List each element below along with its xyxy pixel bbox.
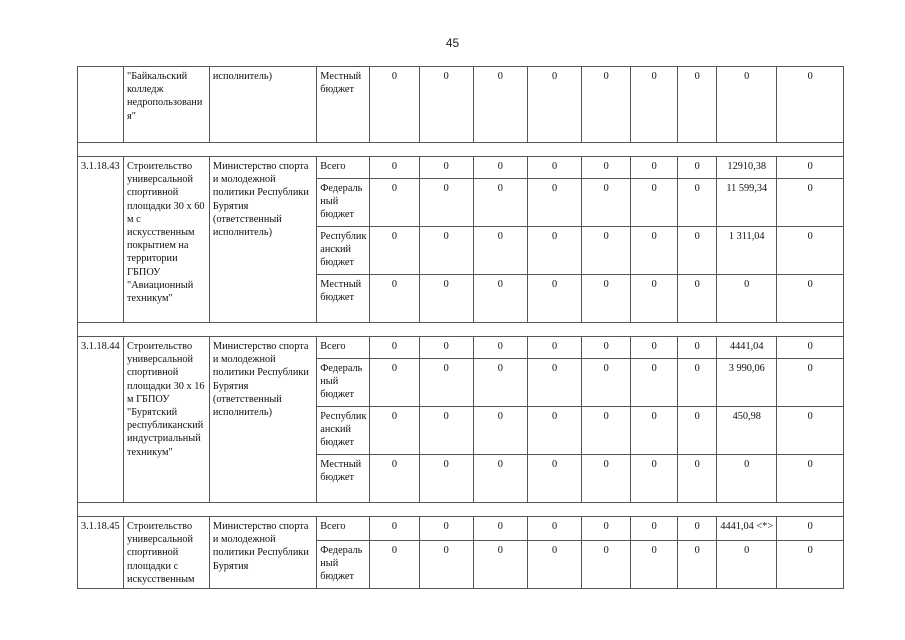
value-cell: 0	[631, 337, 678, 359]
value-cell: 0	[527, 179, 581, 227]
value-cell: 0	[631, 359, 678, 407]
value-cell: 0	[527, 517, 581, 541]
value-cell: 0	[419, 517, 473, 541]
measure-name: Строительство универсальной спортивной площадки 30 х 60 м с искусственным покрытием на территории ГБПОУ "Авиационный техникум"	[124, 157, 210, 323]
value-cell: 4441,04	[717, 337, 777, 359]
value-cell: 0	[678, 157, 717, 179]
row-separator	[78, 143, 844, 157]
row-separator	[78, 323, 844, 337]
value-cell: 0	[527, 541, 581, 589]
budget-source: Местный бюджет	[317, 455, 370, 503]
budget-source: Местный бюджет	[317, 275, 370, 323]
value-cell: 0	[777, 407, 844, 455]
value-cell: 0	[370, 359, 419, 407]
value-cell: 0	[582, 337, 631, 359]
value-cell: 0	[678, 455, 717, 503]
budget-source: Всего	[317, 337, 370, 359]
value-cell: 0	[678, 359, 717, 407]
value-cell: 0	[527, 157, 581, 179]
measure-code: 3.1.18.43	[78, 157, 124, 323]
value-cell: 0	[777, 67, 844, 143]
value-cell: 0	[527, 275, 581, 323]
value-cell: 0	[370, 455, 419, 503]
table-row	[78, 517, 844, 541]
measure-code: 3.1.18.44	[78, 337, 124, 503]
value-cell: 0	[631, 179, 678, 227]
value-cell: 0	[370, 541, 419, 589]
value-cell: 0	[370, 227, 419, 275]
value-cell: 0	[473, 517, 527, 541]
value-cell: 0	[582, 541, 631, 589]
table-row	[78, 67, 844, 143]
value-cell: 0	[419, 275, 473, 323]
value-cell: 0	[473, 337, 527, 359]
value-cell: 0	[777, 337, 844, 359]
value-cell: 0	[527, 337, 581, 359]
value-cell: 0	[419, 179, 473, 227]
value-cell: 0	[582, 67, 631, 143]
budget-source: Федеральный бюджет	[317, 541, 370, 589]
measure-executor: исполнитель)	[209, 67, 316, 143]
value-cell: 0	[582, 275, 631, 323]
value-cell: 0	[582, 517, 631, 541]
table-row	[78, 157, 844, 179]
value-cell: 0	[370, 179, 419, 227]
value-cell: 0	[527, 407, 581, 455]
value-cell: 0	[582, 157, 631, 179]
value-cell: 0	[473, 407, 527, 455]
value-cell: 0	[631, 157, 678, 179]
value-cell: 0	[419, 455, 473, 503]
value-cell: 0	[582, 407, 631, 455]
value-cell: 0	[582, 227, 631, 275]
value-cell: 0	[777, 359, 844, 407]
value-cell: 0	[527, 455, 581, 503]
value-cell: 0	[631, 67, 678, 143]
value-cell: 0	[527, 67, 581, 143]
value-cell: 0	[419, 67, 473, 143]
value-cell: 0	[473, 227, 527, 275]
value-cell: 0	[419, 359, 473, 407]
value-cell: 0	[582, 359, 631, 407]
measure-executor: Министерство спорта и молодежной политики Республики Бурятия (ответственный исполнитель)	[209, 337, 316, 503]
value-cell: 0	[777, 179, 844, 227]
value-cell: 0	[473, 541, 527, 589]
budget-source: Республиканский бюджет	[317, 227, 370, 275]
value-cell: 0	[631, 517, 678, 541]
value-cell: 0	[717, 67, 777, 143]
value-cell: 1 311,04	[717, 227, 777, 275]
value-cell: 0	[678, 517, 717, 541]
value-cell: 3 990,06	[717, 359, 777, 407]
value-cell: 11 599,34	[717, 179, 777, 227]
value-cell: 0	[631, 541, 678, 589]
measure-code: 3.1.18.45	[78, 517, 124, 589]
value-cell: 0	[419, 541, 473, 589]
page-number: 45	[445, 36, 460, 50]
value-cell: 0	[370, 67, 419, 143]
value-cell: 0	[370, 157, 419, 179]
value-cell: 0	[473, 179, 527, 227]
value-cell: 0	[777, 517, 844, 541]
value-cell: 0	[582, 179, 631, 227]
value-cell: 12910,38	[717, 157, 777, 179]
budget-source: Всего	[317, 517, 370, 541]
value-cell: 0	[631, 227, 678, 275]
value-cell: 0	[419, 407, 473, 455]
row-separator	[78, 503, 844, 517]
value-cell: 0	[777, 541, 844, 589]
value-cell: 0	[678, 337, 717, 359]
budget-source: Республиканский бюджет	[317, 407, 370, 455]
value-cell: 0	[419, 337, 473, 359]
value-cell: 0	[582, 455, 631, 503]
budget-table	[77, 66, 844, 589]
value-cell: 0	[473, 275, 527, 323]
value-cell: 0	[777, 157, 844, 179]
value-cell: 0	[678, 227, 717, 275]
value-cell: 0	[717, 275, 777, 323]
value-cell: 0	[717, 455, 777, 503]
budget-source: Всего	[317, 157, 370, 179]
value-cell: 0	[527, 227, 581, 275]
value-cell: 0	[473, 67, 527, 143]
measure-executor: Министерство спорта и молодежной политики Республики Бурятия (ответственный исполнитель)	[209, 157, 316, 323]
budget-source: Федеральный бюджет	[317, 179, 370, 227]
value-cell: 0	[370, 517, 419, 541]
budget-source: Федеральный бюджет	[317, 359, 370, 407]
value-cell: 0	[678, 179, 717, 227]
measure-executor: Министерство спорта и молодежной политики Республики Бурятия	[209, 517, 316, 589]
value-cell: 0	[777, 275, 844, 323]
value-cell: 0	[370, 275, 419, 323]
budget-source: Местный бюджет	[317, 67, 370, 143]
value-cell: 0	[631, 275, 678, 323]
value-cell: 0	[678, 67, 717, 143]
value-cell: 0	[370, 337, 419, 359]
value-cell: 0	[678, 407, 717, 455]
value-cell: 0	[473, 157, 527, 179]
value-cell: 0	[777, 227, 844, 275]
measure-name: Строительство универсальной спортивной площадки с искусственным	[124, 517, 210, 589]
table-body	[78, 67, 844, 589]
value-cell: 0	[678, 275, 717, 323]
value-cell: 0	[631, 407, 678, 455]
value-cell: 4441,04 <*>	[717, 517, 777, 541]
value-cell: 0	[678, 541, 717, 589]
value-cell: 0	[370, 407, 419, 455]
table-row	[78, 337, 844, 359]
measure-name: Строительство универсальной спортивной площадки 30 х 16 м ГБПОУ "Бурятский республиканский индустриальный техникум"	[124, 337, 210, 503]
value-cell: 0	[473, 359, 527, 407]
value-cell: 0	[419, 227, 473, 275]
value-cell: 0	[631, 455, 678, 503]
value-cell: 450,98	[717, 407, 777, 455]
value-cell: 0	[473, 455, 527, 503]
value-cell: 0	[717, 541, 777, 589]
value-cell: 0	[419, 157, 473, 179]
measure-name: "Байкальский колледж недропользования"	[124, 67, 210, 143]
value-cell: 0	[527, 359, 581, 407]
value-cell: 0	[777, 455, 844, 503]
measure-code	[78, 67, 124, 143]
